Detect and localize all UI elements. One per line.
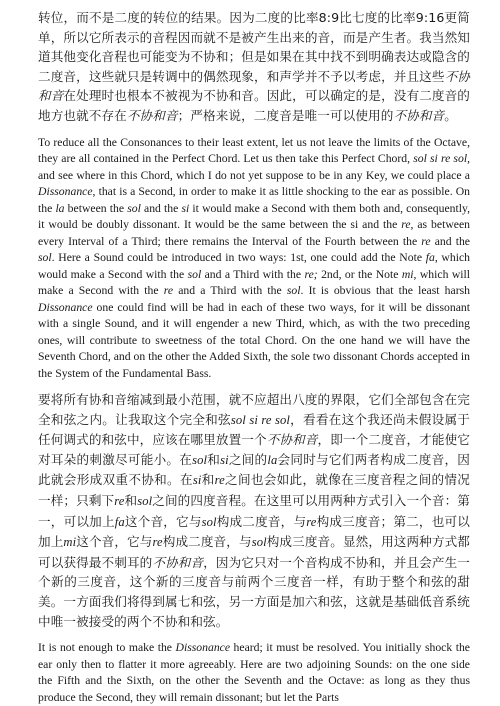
italic-term: 不协和音 [266, 432, 318, 448]
italic-term: mi [63, 535, 77, 550]
italic-term: re [401, 218, 411, 232]
italic-term: sol [38, 251, 52, 265]
italic-term: re [214, 473, 225, 488]
italic-term: fa [114, 514, 125, 529]
text-run: between the [64, 201, 128, 215]
italic-term: mi [401, 267, 414, 281]
text-run: , and see where in this Chord, which I do not yet suppose to be in any Key, we could place a [38, 152, 470, 182]
text-run: , that is a Second, in order to make it as little shocking to the ear as possible. On the [38, 185, 470, 215]
text-run: 之间的四度音程。在这里可以用两种方式引入一个音：第一，可以加上 [38, 493, 470, 529]
italic-term: si [192, 473, 202, 488]
text-run: 构成三度音。显然，用这两种方式都可以获得最不刺耳的 [38, 534, 470, 570]
italic-term: sol [251, 535, 267, 550]
text-run: 2nd, or the Note [317, 267, 402, 281]
italic-term: re [163, 284, 174, 298]
text-run: . Here a Sound could be introduced in two ways: 1st, one could add the Note [51, 251, 426, 265]
italic-term: sol [192, 452, 208, 467]
italic-term: sol [201, 514, 217, 529]
italic-term: sol [187, 267, 202, 281]
italic-term: la [267, 452, 278, 467]
italic-term: sol [127, 201, 141, 215]
text-run: and a Third with the [201, 267, 305, 281]
italic-term: Dissonance [38, 300, 93, 314]
text-run: 要将所有协和音缩减到最小范围，就不应超出八度的界限，它们全部包含在完全和弦之内。让我取这个完全和弦 [38, 392, 470, 427]
italic-term: 不协和音 [152, 554, 204, 570]
text-run: 会同时与它们两者构成二度音，因此就会形成双重不协和。在 [38, 451, 470, 488]
text-run: ；严格来说，二度音是唯一可以使用的 [177, 107, 394, 123]
text-run: 这个音，它与 [76, 534, 153, 550]
text-run: 之间也会如此，就像在三度音程之间的情况一样；只剩下 [38, 472, 471, 509]
english-paragraph-2 [38, 640, 470, 706]
text-run: and a Third with the [173, 284, 287, 298]
text-run: 和 [207, 451, 221, 467]
italic-term: sol [286, 284, 301, 298]
text-run: , as between every Interval of a Third; there remains the Interval of the Fourth between the [38, 218, 470, 248]
text-run: 这个音，它与 [124, 513, 202, 529]
text-run: ，看看在这个我还尚未假设属于任何调式的和弦中，应该在哪里放置一个 [38, 411, 471, 448]
italic-term: la [55, 201, 65, 215]
text-run: 和 [124, 493, 138, 509]
text-run: 转位，而不是二度的转位的结果。因为二度的比率8:9比七度的比率9:16更简单，所以它所表示的音程因而就不是被产生出来的音，而是产生者。我当然知道其他变化音程也可能变为不协和；但是如果在其中找不到明确表达或隐含的二度音，这些就只是转调中的偶然现象，和声学并不予以考虑，并且这些 [38, 10, 470, 84]
italic-term: Dissonance [38, 185, 93, 199]
text-run: heard; it must be resolved. You initially shock the ear only then to flatter it more agreeably. Here are two adjoining Sounds: on the one side the Fifth and the Sixth, on the other the Seventh and the Octave: as long as they thus produce the Second, they will remain dissonant; but let the Parts [38, 641, 470, 704]
text-run: , which would make a Second with the [38, 251, 470, 281]
italic-term: si [181, 201, 190, 215]
italic-term: si [220, 452, 229, 467]
italic-term: sol si re sol [230, 412, 290, 427]
chinese-paragraph-2 [38, 390, 470, 631]
text-run: It is not enough to make the [38, 641, 176, 655]
chinese-paragraph-1 [38, 8, 470, 126]
text-run: and the [430, 234, 470, 248]
text-run: , which will make a Second with the [38, 267, 471, 298]
text-run: it would make a Second with them both and, consequently, it would be doubly dissonant. It would be the same between the si and the [38, 201, 471, 232]
italic-term: sol [137, 494, 153, 509]
text-run: one could find will be had in each of these two ways, for it will be dissonant with a single Sound, and it will engender a new Third, which, as with the two preceding ones, will contribute to sweetness of the total Chord. On the one hand we will have the Seventh Chord, and on the other the Added Sixth, the sole two dissonant Chords accepted in the System of the Fundamental Bass. [38, 300, 470, 380]
text-run: 构成二度音，与 [162, 534, 252, 550]
italic-term: re [306, 514, 317, 529]
italic-term: 不协和音 [38, 68, 470, 104]
text-run: ，因为它只对一个音构成不协和，并且会产生一个新的三度音，这个新的三度音与前两个三度音一样，有助于整个和弦的甜美。一方面我们将得到属七和弦，另一方面是加六和弦，这就是基础低音系统中唯一被接受的两个不协和和弦。 [38, 554, 470, 629]
italic-term: re [114, 494, 125, 509]
document-page [38, 8, 470, 706]
text-run: ，即一个二度音，才能使它对耳朵的刺激尽可能小。在 [38, 432, 470, 467]
italic-term: sol si re sol [413, 152, 468, 166]
italic-term: fa [425, 251, 435, 265]
text-run: . It is obvious that the least harsh [300, 284, 470, 298]
english-paragraph-1 [38, 135, 470, 383]
text-run: 。 [444, 107, 457, 123]
italic-term: re [421, 234, 431, 248]
text-run: 构成二度音，与 [216, 513, 307, 529]
text-run: 构成三度音；第二，也可以加上 [38, 513, 471, 550]
italic-term: 不协和音 [126, 107, 178, 123]
text-run: 之间的 [228, 451, 268, 467]
text-run: 在处理时也根本不被视为不协和音。因此，可以确定的是，没有二度音的地方也就不存在 [38, 88, 471, 123]
italic-term: re; [304, 267, 318, 281]
text-run: and the [140, 201, 182, 215]
italic-term: re [152, 535, 163, 550]
italic-term: 不协和音 [393, 107, 445, 123]
text-run: 和 [201, 472, 215, 488]
text-run: To reduce all the Consonances to their least extent, let us not leave the limits of the Octave, they are all contained in the Perfect Chord. Let us then take this Perfect Chord, [38, 135, 470, 166]
italic-term: Dissonance [175, 641, 231, 655]
